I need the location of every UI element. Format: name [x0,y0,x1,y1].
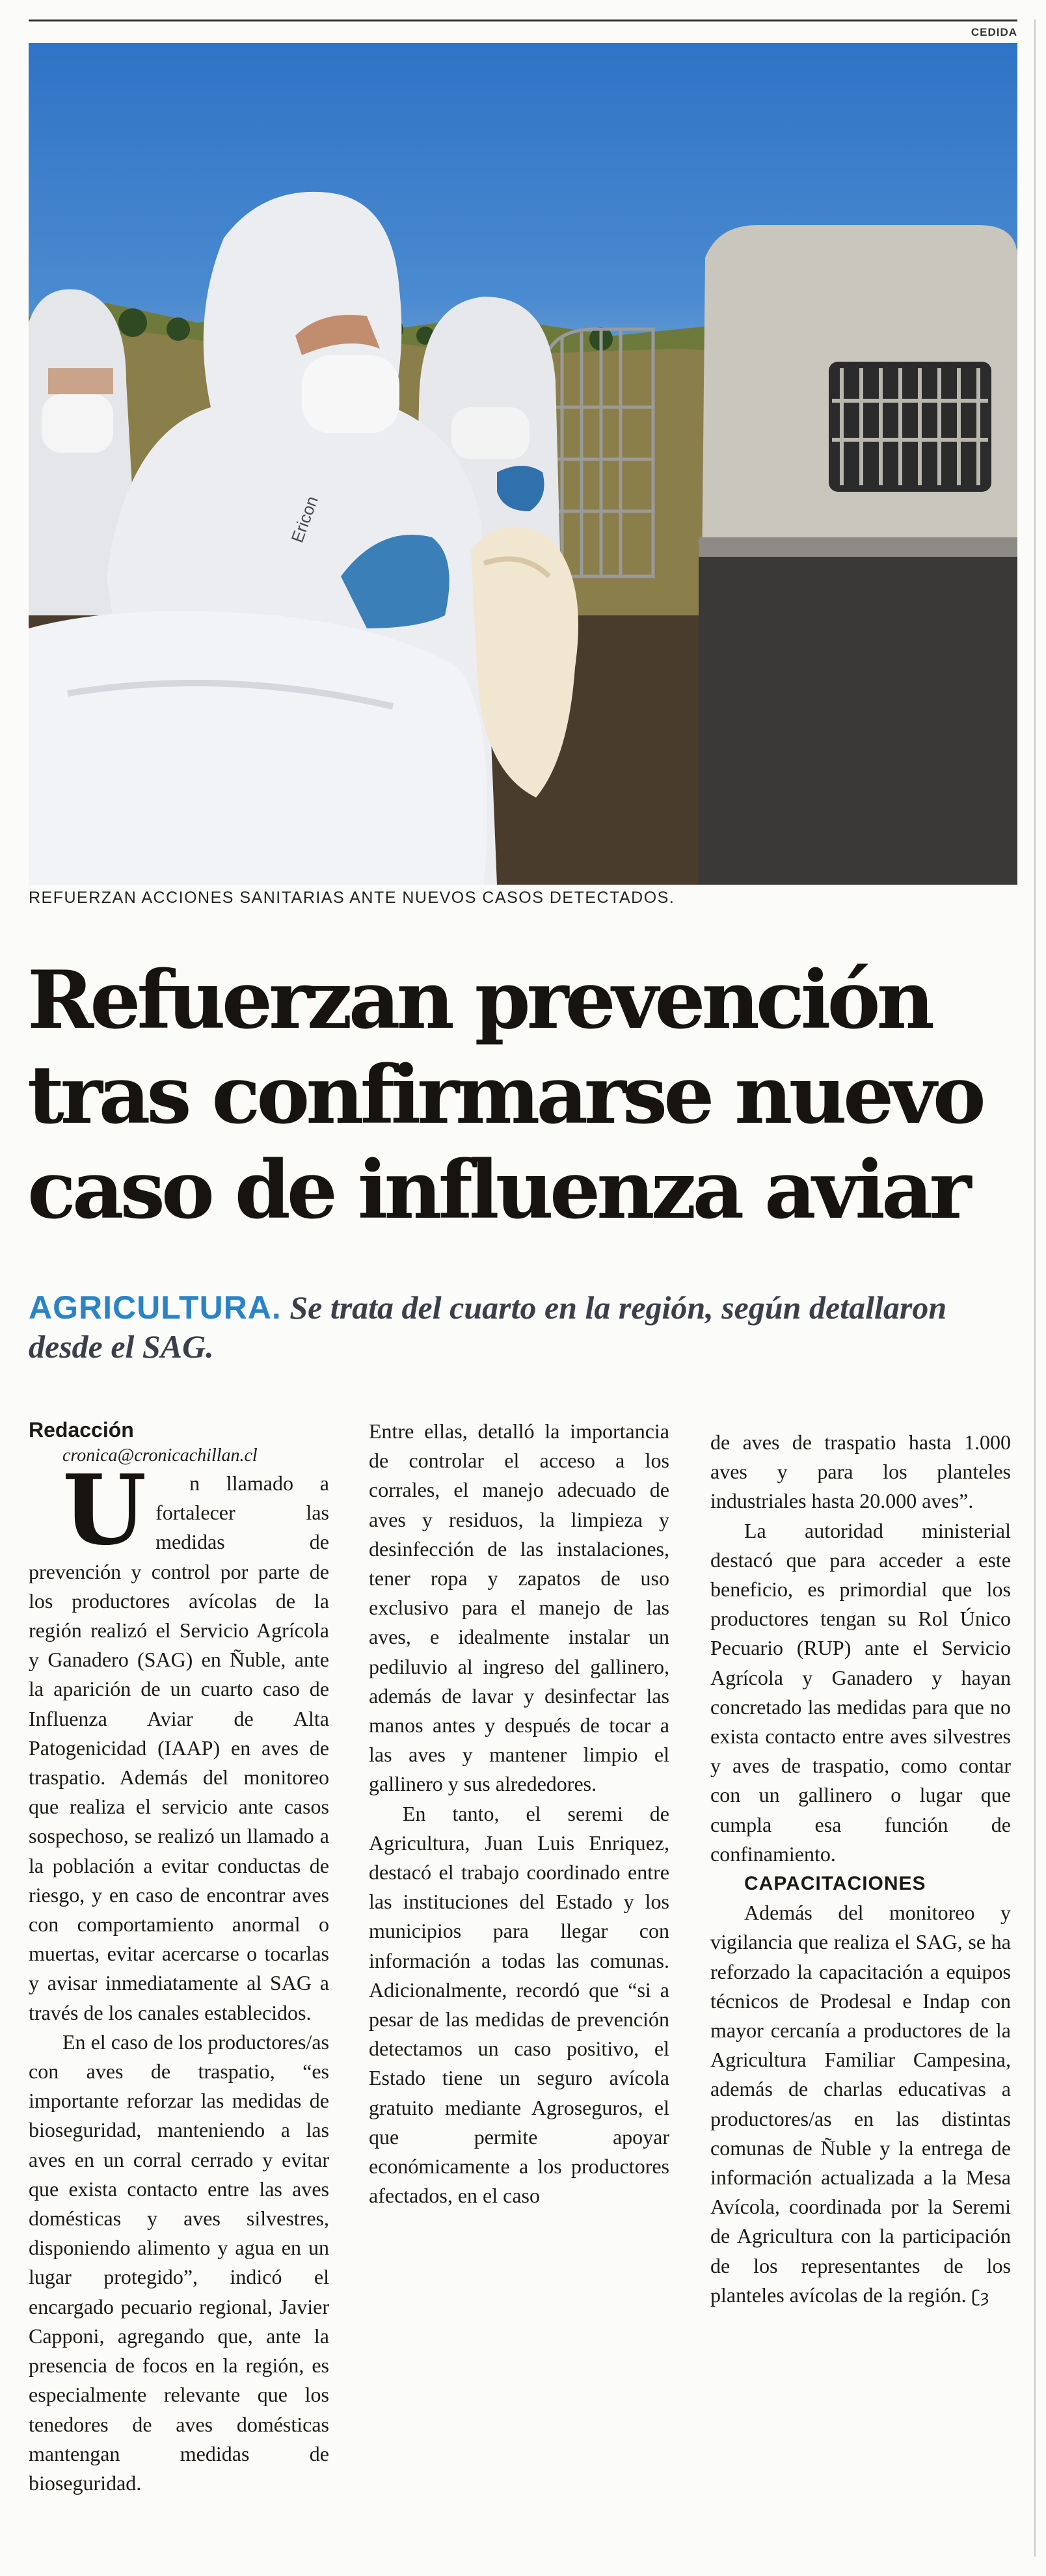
headline-line: caso de influenza aviar [27,1144,968,1237]
headline [27,953,1023,1238]
deck-text: Se trata del cuarto en la región, según detallaron desde el SAG. [29,1289,947,1365]
news-photo [29,43,1017,885]
deck [29,1288,1017,1366]
headline-line: Refuerzan prevención [27,954,931,1047]
photo-credit: CEDIDA [971,26,1017,38]
section-kicker: AGRICULTURA. [29,1289,282,1326]
article-column-1 [29,1417,329,2498]
paragraph: de aves de traspatio hasta 1.000 aves y para los planteles industriales hasta 20.000 aves”. [710,1430,1011,1513]
article-column-2 [369,1417,669,2210]
headline-line: tras confirmarse nuevo [27,1049,982,1142]
paragraph: En tanto, el seremi de Agricultura, Juan Luis Enriquez, destacó el trabajo coordinado entre las instituciones del Estado y los municipios para llegar con información a todas las comunas. Adicionalmente, recordó que “si a pesar de las medidas de prevención detectamos un caso positivo, el Estado tiene un seguro avícola gratuito mediante Agroseguros, el que permite apoyar económicamente a los productores afectados, en el caso [369,1801,669,2208]
paragraph-text: Además del monitoreo y vigilancia que realiza el SAG, se ha reforzado la capacitación a equipos técnicos de Prodesal e Indap con mayor cercanía a productores de la Agricultura Familiar Campesina, además de charlas educativas a productores/as en las distintas comunas de Ñuble y la entrega de información actualizada a la Mesa Avícola, coordinada por la Seremi de Agricultura con la participación de los representantes de los planteles avícolas de la región. [710,1901,1011,2307]
subhead: CAPACITACIONES [744,1873,926,1895]
byline-author: Redacción [29,1418,134,1442]
photo-illustration [29,43,1017,885]
paragraph: Entre ellas, detalló la importancia de controlar el acceso a los corrales, el manejo adecuado de aves y residuos, la limpieza y desinfección de las instalaciones, tener ropa y zapatos de uso exclusivo para el manejo de las aves, e idealmente instalar un pediluvio al ingreso del gallinero, además de lavar y desinfectar las manos antes y después de tocar a las aves y mantener limpio el gallinero y sus alrededores. [369,1419,669,1796]
top-rule [29,20,1017,21]
paragraph: En el caso de los productores/as con aves de traspatio, “es importante reforzar las medidas de bioseguridad, manteniendo a las aves en un corral cerrado y evitar que exista contacto entre las aves domésticas y aves silvestres, disponiendo alimento y agua en un lugar protegido”, indicó el encargado pecuario regional, Javier Capponi, agregando que, ante la presencia de focos en la región, es especialmente relevante que los tenedores de aves domésticas mantengan medidas de bioseguridad. [29,2030,329,2495]
column-rule [1034,20,1036,2556]
article-column-3 [710,1428,1011,2312]
drop-cap: U [62,1453,147,1566]
paragraph [710,1898,1011,2312]
end-mark-icon: ʗȝ [971,2287,989,2307]
byline-email: cronica@cronicachillan.cl [62,1445,258,1466]
suit-label: Ericon [287,493,322,546]
photo-caption: REFUERZAN ACCIONES SANITARIAS ANTE NUEVOS CASOS DETECTADOS. [29,889,675,907]
paragraph-text: n llamado a fortalecer las medidas de prevención y control por parte de los productores avícolas de la región realizó el Servicio Agrícola y Ganadero (SAG) en Ñuble, ante la aparición de un cuarto caso de Influenza Aviar de Alta Patogenicidad (IAAP) en aves de traspatio. Además del monitoreo que realiza el servicio ante casos sospechoso, se realizó un llamado a la población a evitar conductas de riesgo, y en caso de encontrar aves con comportamiento anormal o muertas, evitar acercarse o tocarlas y avisar inmediatamente al SAG a través de los canales establecidos. [29,1471,329,2024]
paragraph: La autoridad ministerial destacó que para acceder a este beneficio, es primordial que los productores tengan su Rol Único Pecuario (RUP) ante el Servicio Agrícola y Ganadero y hayan concretado las medidas para que no exista contacto entre aves silvestres y aves de traspatio, como contar con un gallinero o lugar que cumpla esa función de confinamiento. [710,1518,1011,1866]
